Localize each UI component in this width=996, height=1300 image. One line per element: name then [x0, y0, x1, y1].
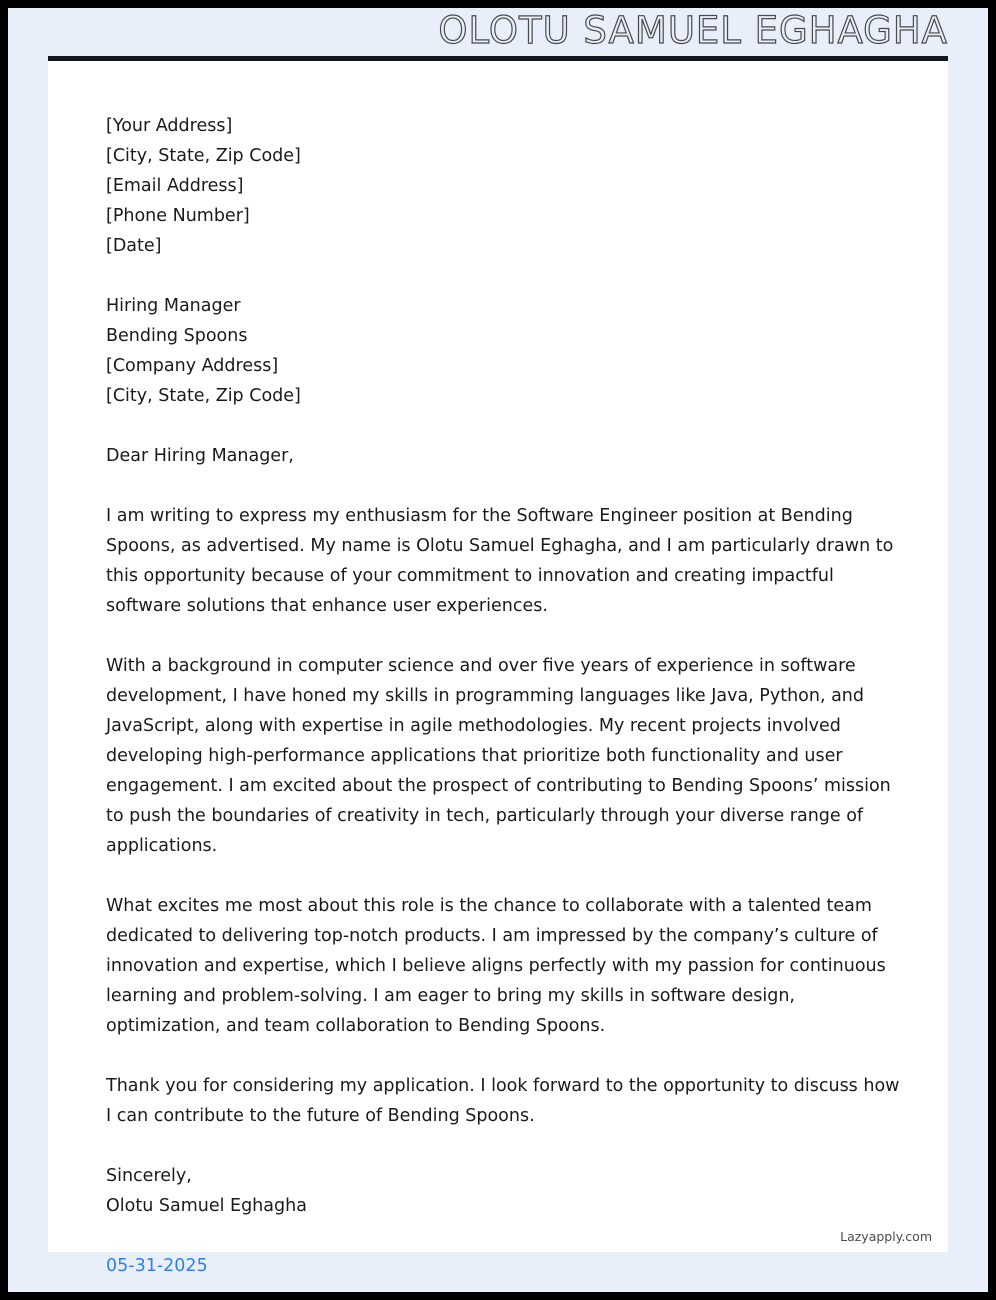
letter-paragraph-3: What excites me most about this role is the chance to collaborate with a talented team dedicated to delivering top-notch products. I am impressed by the company’s culture of innovation and expertise, which I believe aligns perfectly with my passion for continuous learning and problem-solving. I am eager to bring my skills in software design, optimization, and team collaboration to Bending Spoons. — [106, 896, 886, 1036]
recipient-company-line: Bending Spoons — [106, 326, 248, 346]
salutation: Dear Hiring Manager, — [106, 446, 294, 466]
recipient-title-line: Hiring Manager — [106, 296, 241, 316]
recipient-address-block — [106, 291, 902, 411]
letter-sheet — [48, 56, 948, 1276]
letter-paragraph-4: Thank you for considering my application. I look forward to the opportunity to discuss how I can contribute to the future of Bending Spoons. — [106, 1076, 900, 1126]
recipient-city-line: [City, State, Zip Code] — [106, 386, 301, 406]
sender-address-block — [106, 111, 902, 261]
sender-address-line: [Your Address] — [106, 116, 233, 136]
closing-block — [106, 1161, 902, 1281]
sender-email-line: [Email Address] — [106, 176, 244, 196]
sender-phone-line: [Phone Number] — [106, 206, 250, 226]
recipient-address-line: [Company Address] — [106, 356, 279, 376]
closing-line: Sincerely, — [106, 1166, 192, 1186]
page-title: OLOTU SAMUEL EGHAGHA — [438, 8, 948, 52]
letter-date: 05-31-2025 — [106, 1256, 208, 1276]
letter-paragraph-1: I am writing to express my enthusiasm for the Software Engineer position at Bending Spoons, as advertised. My name is Olotu Samuel Eghagha, and I am particularly drawn to this opportunity because of your commitment to innovation and creating impactful software solutions that enhance user experiences. — [106, 506, 894, 616]
letter-paragraph-2: With a background in computer science and over five years of experience in software development, I have honed my skills in programming languages like Java, Python, and JavaScript, along with expertise in agile methodologies. My recent projects involved developing high-performance applications that prioritize both functionality and user engagement. I am excited about the prospect of contributing to Bending Spoons’ mission to push the boundaries of creativity in tech, particularly through your diverse range of applications. — [106, 656, 891, 856]
letter-body — [106, 111, 902, 1281]
brand-watermark: Lazyapply.com — [840, 1229, 932, 1244]
signature-name: Olotu Samuel Eghagha — [106, 1196, 307, 1216]
document-header — [8, 8, 988, 52]
sender-city-line: [City, State, Zip Code] — [106, 146, 301, 166]
sender-date-line: [Date] — [106, 236, 162, 256]
